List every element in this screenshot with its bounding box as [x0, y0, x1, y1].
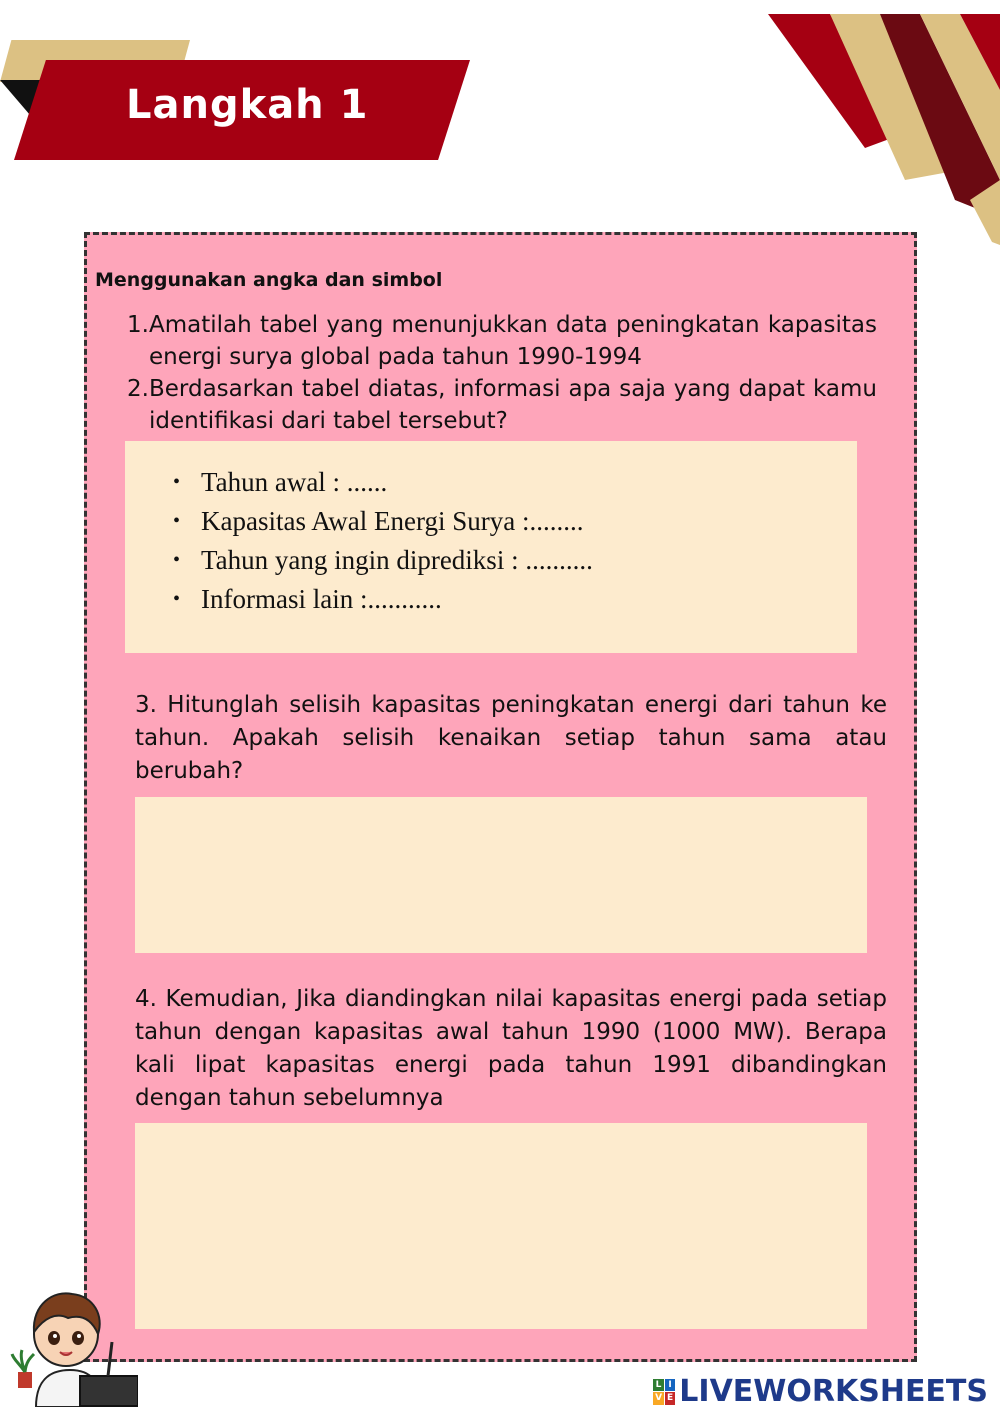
info-item-text: Informasi lain :........... — [201, 584, 442, 614]
question-text: Amatilah tabel yang menunjukkan data peningkatan kapasitas energi surya global pada tahun 1990-1994 — [149, 312, 877, 370]
info-item-text: Tahun awal : ...... — [201, 467, 388, 497]
liveworksheets-logo[interactable] — [653, 1374, 988, 1409]
list-item — [173, 580, 857, 619]
info-answer-box[interactable] — [125, 441, 857, 653]
card-subtitle: Menggunakan angka dan simbol — [95, 269, 443, 291]
bullet-icon: • — [173, 588, 181, 610]
bullet-icon: • — [173, 549, 181, 571]
question-3: 3. Hitunglah selisih kapasitas peningkatan energi dari tahun ke tahun. Apakah selisih kenaikan setiap tahun sama atau berubah? — [135, 692, 887, 784]
question-number: 2. — [127, 376, 149, 402]
activity-card — [84, 232, 917, 1362]
info-list — [173, 463, 857, 619]
page-title: Langkah 1 — [126, 82, 369, 128]
boy-mascot-illustration — [8, 1282, 138, 1407]
info-item-text: Tahun yang ingin diprediksi : .......... — [201, 545, 593, 575]
question-list — [127, 309, 877, 437]
answer-box-question-3[interactable] — [135, 797, 867, 953]
list-item — [173, 502, 857, 541]
liveworksheets-icon: L I V E — [653, 1379, 675, 1405]
question-1 — [127, 309, 877, 373]
question-4: 4. Kemudian, Jika diandingkan nilai kapasitas energi pada setiap tahun dengan kapasitas awal tahun 1990 (1000 MW). Berapa kali lipat kapasitas energi pada tahun 1991 dibandingkan dengan tahun sebelumnya — [135, 986, 887, 1111]
info-item-text: Kapasitas Awal Energi Surya :........ — [201, 506, 584, 536]
decorative-stripes — [760, 0, 1000, 250]
list-item — [173, 541, 857, 580]
logo-text: LIVEWORKSHEETS — [679, 1374, 988, 1409]
list-item — [173, 463, 857, 502]
question-text: Berdasarkan tabel diatas, informasi apa saja yang dapat kamu identifikasi dari tabel tersebut? — [149, 376, 877, 434]
question-2 — [127, 373, 877, 437]
bullet-icon: • — [173, 510, 181, 532]
answer-box-question-4[interactable] — [135, 1123, 867, 1329]
bullet-icon: • — [173, 471, 181, 493]
question-number: 1. — [127, 312, 149, 338]
